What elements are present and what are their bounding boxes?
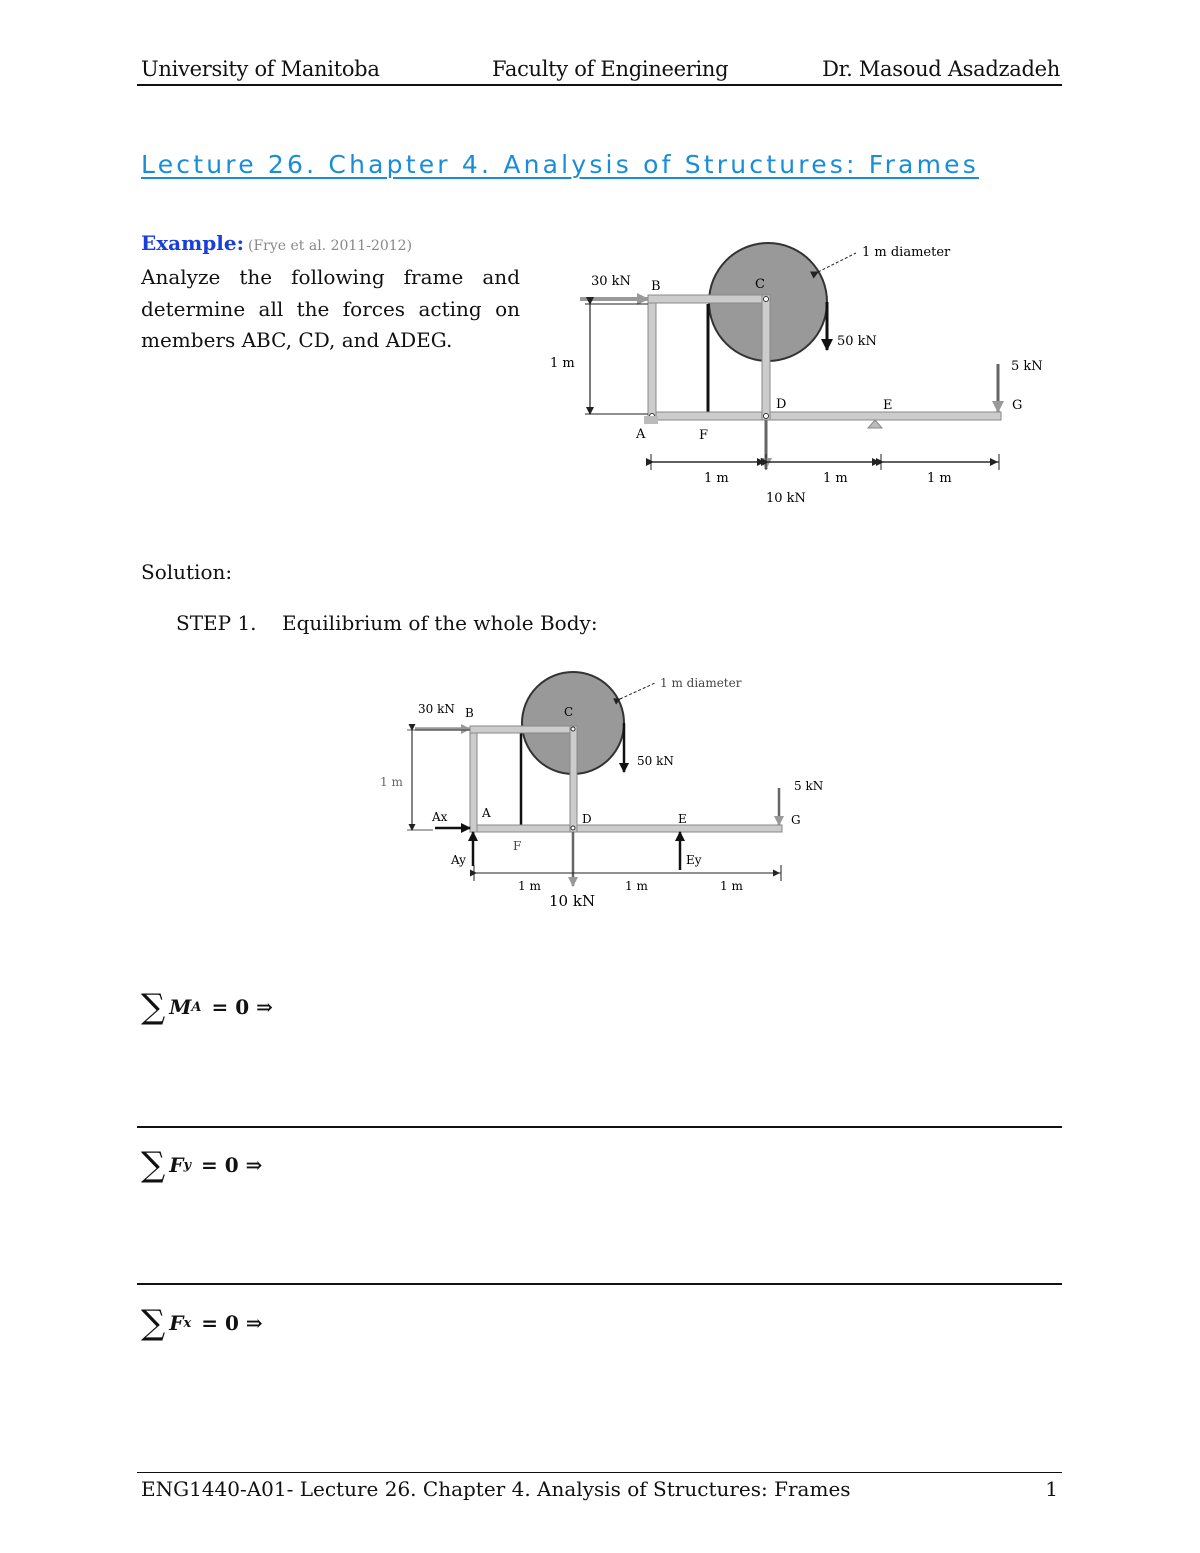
- lecture-title: Lecture 26. Chapter 4. Analysis of Structures: Frames: [141, 150, 979, 179]
- label-a: A: [636, 427, 646, 442]
- fbd-member-adeg: [471, 825, 782, 832]
- equation-fy: ∑ F y = 0 ⇒: [141, 1145, 263, 1185]
- member-bc: [648, 295, 770, 303]
- fbd-label-e: E: [678, 812, 687, 826]
- label-dim2: 1 m: [823, 471, 848, 486]
- footer-text: ENG1440-A01- Lecture 26. Chapter 4. Analysis of Structures: Frames: [141, 1477, 851, 1501]
- label-5kn: 5 kN: [1011, 359, 1043, 374]
- equation-fx: ∑ F x = 0 ⇒: [141, 1303, 263, 1343]
- fbd-label-d: D: [582, 812, 592, 826]
- solution-label: Solution:: [141, 560, 233, 584]
- label-50kn: 50 kN: [837, 334, 877, 349]
- example-heading: [141, 231, 412, 255]
- label-f: F: [699, 428, 709, 443]
- label-30kn: 30 kN: [591, 274, 631, 289]
- header-author: Dr. Masoud Asadzadeh: [822, 57, 1060, 81]
- divider-1: [137, 1126, 1062, 1128]
- fbd-label-30kn: 30 kN: [418, 702, 455, 716]
- fbd-figure: [375, 668, 835, 918]
- member-ab: [648, 295, 656, 420]
- divider-2: [137, 1283, 1062, 1285]
- step-text: Equilibrium of the whole Body:: [282, 611, 598, 635]
- member-cd: [762, 295, 770, 420]
- fbd-label-10kn: 10 kN: [549, 892, 596, 910]
- fbd-label-c: C: [564, 705, 574, 719]
- label-c: C: [755, 277, 765, 292]
- label-e: E: [883, 398, 893, 413]
- member-adeg: [649, 412, 1001, 420]
- fbd-label-b: B: [465, 706, 474, 720]
- fbd-member-ab: [470, 726, 477, 832]
- fbd-label-ay: Ay: [451, 853, 466, 867]
- fbd-label-5kn: 5 kN: [794, 779, 824, 793]
- fbd-label-ax: Ax: [432, 810, 448, 824]
- support-e: [868, 420, 882, 428]
- fbd-label-50kn: 50 kN: [637, 754, 674, 768]
- example-citation: (Frye et al. 2011-2012): [247, 238, 413, 254]
- support-a: [644, 416, 658, 424]
- label-d: D: [776, 397, 787, 412]
- fbd-label-dim1: 1 m: [518, 879, 541, 893]
- label-g: G: [1012, 398, 1023, 413]
- footer-rule: [137, 1472, 1062, 1473]
- fbd-label-f: F: [513, 839, 522, 853]
- problem-statement: Analyze the following frame and determine all the forces acting on members ABC, CD, and ADEG.: [141, 265, 520, 352]
- page-number: 1: [1045, 1477, 1058, 1501]
- step-label: STEP 1.: [176, 611, 257, 635]
- fbd-label-g: G: [791, 813, 801, 827]
- frame-figure: [540, 232, 1060, 522]
- label-dim3: 1 m: [927, 471, 952, 486]
- label-b: B: [651, 279, 661, 294]
- header-university: University of Manitoba: [141, 57, 380, 81]
- label-height: 1 m: [550, 356, 575, 371]
- fbd-label-diameter: 1 m diameter: [660, 676, 742, 690]
- example-label: Example:: [141, 231, 244, 255]
- fbd-label-height: 1 m: [380, 775, 403, 789]
- fbd-label-ey: Ey: [686, 853, 702, 867]
- header-faculty: Faculty of Engineering: [492, 57, 729, 81]
- fbd-member-cd: [570, 726, 577, 832]
- label-dim1: 1 m: [704, 471, 729, 486]
- fbd-member-bc: [470, 726, 577, 733]
- fbd-label-dim3: 1 m: [720, 879, 743, 893]
- label-diameter: 1 m diameter: [862, 245, 951, 260]
- fbd-label-a: A: [482, 806, 491, 820]
- label-10kn: 10 kN: [766, 491, 806, 506]
- fbd-label-dim2: 1 m: [625, 879, 648, 893]
- equation-moment: ∑ M A = 0 ⇒: [141, 987, 273, 1027]
- header-rule: [137, 84, 1062, 86]
